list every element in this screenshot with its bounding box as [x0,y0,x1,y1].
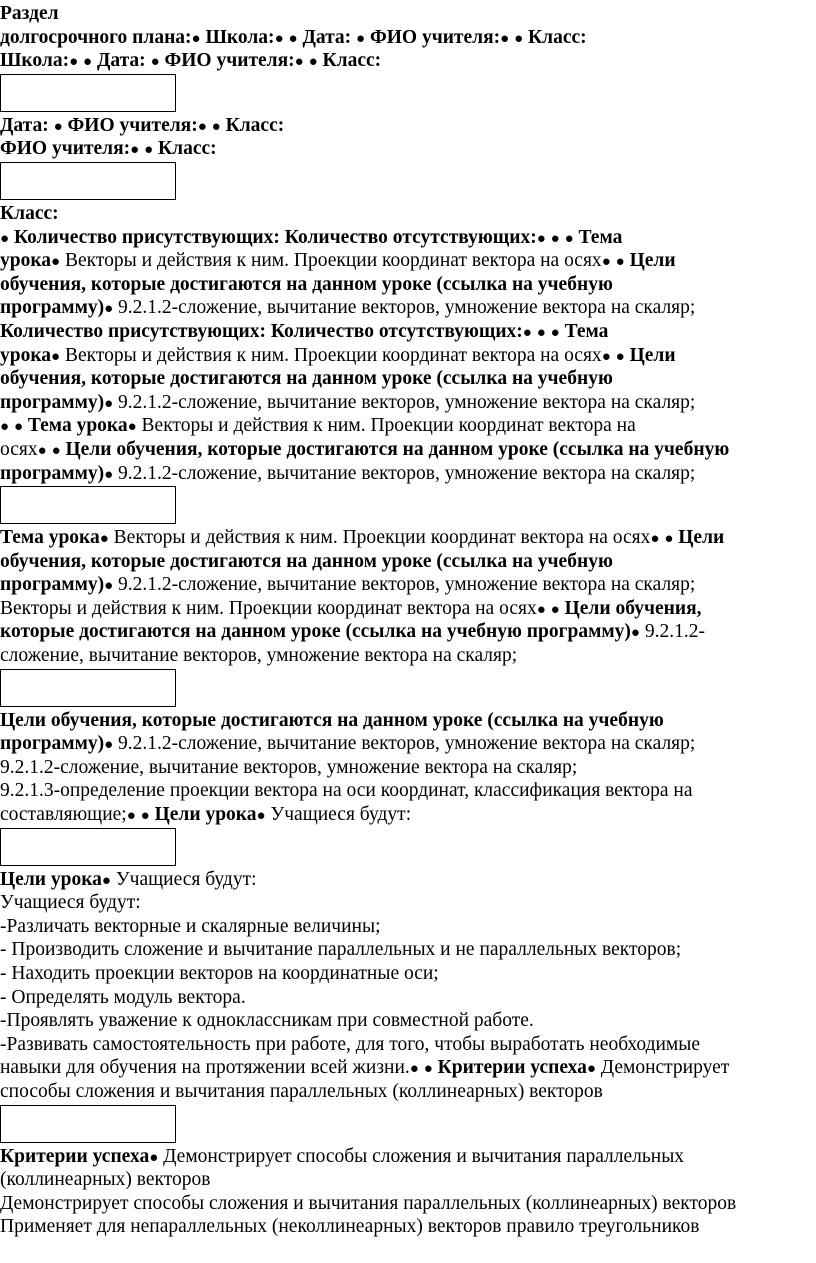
bullet-icon: ● [83,54,93,71]
bullet-icon: ● [140,808,150,825]
line [0,779,806,803]
bullet-icon: ● [601,254,611,271]
line [0,732,806,756]
line [0,803,806,827]
line [0,414,806,438]
line [0,320,806,344]
label-plan: долгосрочного плана: [0,26,192,48]
line [0,249,806,273]
topic-text: Векторы и действия к ним. Проекции координат вектора на осях [0,597,537,619]
topic-text: осях [0,438,38,460]
objective-text: 9.2.1.2- [644,621,705,643]
bullet-icon: ● [130,142,140,159]
label-class: Класс: [322,50,382,72]
goal-item: - Производить сложение и вычитание параллельных и не параллельных векторов; [0,939,682,961]
criteria-text: (коллинеарных) векторов [0,1169,211,1191]
bullet-icon: ● [104,737,114,754]
bullet-icon: ● [104,301,114,318]
label-class: Класс: [528,26,587,48]
goals-intro: Учащиеся будут: [115,868,257,890]
criteria-text: Демонстрирует [600,1057,730,1079]
bullet-icon: ● [256,808,266,825]
bullet-icon: ● [150,54,160,71]
bullet-icon: ● [99,531,109,548]
criteria-text: Демонстрирует способы сложения и вычитания параллельных [163,1145,685,1167]
label-objectives: Цели [629,344,676,366]
bullet-icon: ● [615,348,625,365]
bullet-icon: ● [514,30,524,47]
line [0,2,806,26]
line [0,391,806,415]
label-absent: Количество отсутствующих: [270,320,523,342]
goal-item: -Различать векторные и скалярные величины; [0,915,381,937]
bullet-icon: ● [536,601,546,618]
goal-item: - Находить проекции векторов на координатные оси; [0,963,439,984]
bullet-icon: ● [500,30,510,47]
bullet-icon: ● [197,118,207,135]
label-teacher: ФИО учителя: [164,50,295,72]
line [0,550,806,574]
bullet-icon: ● [51,254,61,271]
bullet-icon: ● [308,54,318,71]
bullet-icon: ● [288,30,298,47]
label-lesson-goals: Цели урока [0,868,102,890]
bullet-icon: ● [650,531,660,548]
goals-intro: Учащиеся будут: [270,804,412,826]
input-box[interactable] [0,74,176,112]
input-box[interactable] [0,669,176,707]
label-topic: урока [0,344,52,366]
line [0,26,806,50]
bullet-icon: ● [0,419,10,436]
bullet-icon: ● [69,54,79,71]
objective-text: 9.2.1.2-сложение, вычитание векторов, умножение вектора на скаляр; [118,733,696,755]
line [0,573,806,597]
bullet-icon: ● [564,230,574,247]
line [0,344,806,368]
label-objectives: программу) [0,733,105,755]
bullet-icon: ● [127,419,137,436]
line [0,1080,806,1104]
bullet-icon: ● [356,30,366,47]
bullet-icon: ● [536,324,546,341]
line [0,137,806,161]
bullet-icon: ● [586,1061,596,1078]
label-objectives: обучения, которые достигаются на данном уроке (ссылка на учебную [0,550,613,572]
label-teacher: ФИО учителя: [369,26,501,48]
label-objectives: Цели [678,527,725,549]
line [0,438,806,462]
line [0,620,806,644]
label-class: Класс: [225,114,285,136]
topic-text: Векторы и действия к ним. Проекции координат вектора на осях [113,527,651,549]
input-box[interactable] [0,162,176,200]
bullet-icon: ● [51,442,61,459]
objective-text: 9.2.1.2-сложение, вычитание векторов, умножение вектора на скаляр; [118,574,696,596]
label-class: Класс: [158,138,217,160]
bullet-icon: ● [550,230,560,247]
line [0,709,806,733]
bullet-icon: ● [615,254,625,271]
bullet-icon: ● [536,230,546,247]
line [0,891,806,915]
line [0,868,806,892]
label-objectives: Цели обучения, [564,597,702,619]
bullet-icon: ● [522,324,532,341]
criteria-text: способы сложения и вычитания параллельных (коллинеарных) векторов [0,1080,603,1102]
label-school: Школа: [205,26,275,48]
line [0,1168,806,1192]
label-date: Дата: [0,114,49,136]
label-absent: Количество отсутствующих: [284,226,537,248]
bullet-icon: ● [423,1061,433,1078]
bullet-icon: ● [294,54,304,71]
objective-text: 9.2.1.2-сложение, вычитание векторов, умножение вектора на скаляр; [0,756,578,778]
label-objectives: Цели [629,250,676,272]
label-success-criteria: Критерии успеха [0,1145,150,1167]
bullet-icon: ● [601,348,611,365]
label-objectives: обучения, которые достигаются на данном уроке (ссылка на учебную [0,273,613,295]
goal-item: - Определять модуль вектора. [0,986,246,1008]
objective-text: составляющие; [0,804,127,826]
line [0,756,806,780]
bullet-icon: ● [0,230,10,247]
label-present: Количество присутствующих: [13,226,280,248]
bullet-icon: ● [126,808,136,825]
criteria-item: Применяет для непараллельных (неколлинеарных) векторов правило треугольников [0,1216,700,1238]
bullet-icon: ● [104,395,114,412]
objective-text: 9.2.1.2-сложение, вычитание векторов, умножение вектора на скаляр; [118,391,696,413]
label-date: Дата: [96,50,146,72]
input-box[interactable] [0,1105,176,1143]
line [0,114,806,138]
bullet-icon: ● [53,118,63,135]
line [0,202,806,226]
label-lesson-goals: Цели урока [154,804,257,826]
label-topic: Тема [578,226,623,248]
input-box[interactable] [0,486,176,524]
input-box[interactable] [0,828,176,866]
criteria-item: Демонстрирует способы сложения и вычитания параллельных (коллинеарных) векторов [0,1192,737,1214]
label-topic: Тема урока [27,415,128,437]
line [0,273,806,297]
goal-item: -Проявлять уважение к одноклассникам при совместной работе. [0,1010,534,1032]
line [0,1056,806,1080]
bullet-icon: ● [13,419,23,436]
line [0,296,806,320]
label-razdel: Раздел [0,3,59,24]
label-present: Количество присутствующих: [0,320,266,342]
label-class: Класс: [0,202,59,224]
topic-text: Векторы и действия к ним. Проекции координат вектора на осях [64,250,602,272]
bullet-icon: ● [191,30,201,47]
bullet-icon: ● [144,142,154,159]
document-body [0,2,806,1239]
objective-text: 9.2.1.3-определение проекции вектора на оси координат, классификация вектора на [0,780,693,802]
label-topic: Тема урока [0,527,100,549]
bullet-icon: ● [409,1061,419,1078]
bullet-icon: ● [51,348,61,365]
line [0,49,806,73]
label-date: Дата: [302,26,352,48]
label-teacher: ФИО учителя: [67,114,198,136]
label-topic: Тема [564,320,609,342]
bullet-icon: ● [550,601,560,618]
label-success-criteria: Критерии успеха [437,1057,587,1079]
label-teacher: ФИО учителя: [0,138,131,160]
objective-text: 9.2.1.2-сложение, вычитание векторов, умножение вектора на скаляр; [118,297,696,319]
bullet-icon: ● [550,324,560,341]
topic-text: Векторы и действия к ним. Проекции координат вектора на [141,415,636,437]
line [0,644,806,668]
line [0,462,806,486]
bullet-icon: ● [149,1149,159,1166]
goal-item: навыки для обучения на протяжении всей жизни. [0,1057,410,1079]
line [0,597,806,621]
label-objectives: программу) [0,574,105,596]
label-objectives: Цели обучения, которые достигаются на данном уроке (ссылка на учебную [65,438,730,460]
bullet-icon: ● [104,466,114,483]
label-objectives: программу) [0,391,105,413]
objective-text: сложение, вычитание векторов, умножение вектора на скаляр; [0,645,518,667]
topic-text: Векторы и действия к ним. Проекции координат вектора на осях [64,344,602,366]
label-objectives: Цели обучения, которые достигаются на данном уроке (ссылка на учебную [0,709,664,731]
line [0,1145,806,1169]
label-topic: урока [0,250,52,272]
goals-intro: Учащиеся будут: [0,892,141,914]
bullet-icon: ● [630,625,640,642]
objective-text: 9.2.1.2-сложение, вычитание векторов, умножение вектора на скаляр; [118,462,696,484]
bullet-icon: ● [664,531,674,548]
bullet-icon: ● [37,442,47,459]
bullet-icon: ● [104,578,114,595]
label-objectives: которые достигаются на данном уроке (ссылка на учебную программу) [0,621,631,643]
line [0,367,806,391]
label-objectives: программу) [0,462,105,484]
label-objectives: обучения, которые достигаются на данном уроке (ссылка на учебную [0,368,613,390]
goal-item: -Развивать самостоятельность при работе, для того, чтобы выработать необходимые [0,1033,701,1055]
line [0,226,806,250]
bullet-icon: ● [274,30,284,47]
bullet-icon: ● [101,872,111,889]
label-school: Школа: [0,50,70,72]
label-objectives: программу) [0,297,105,319]
bullet-icon: ● [211,118,221,135]
line [0,526,806,550]
